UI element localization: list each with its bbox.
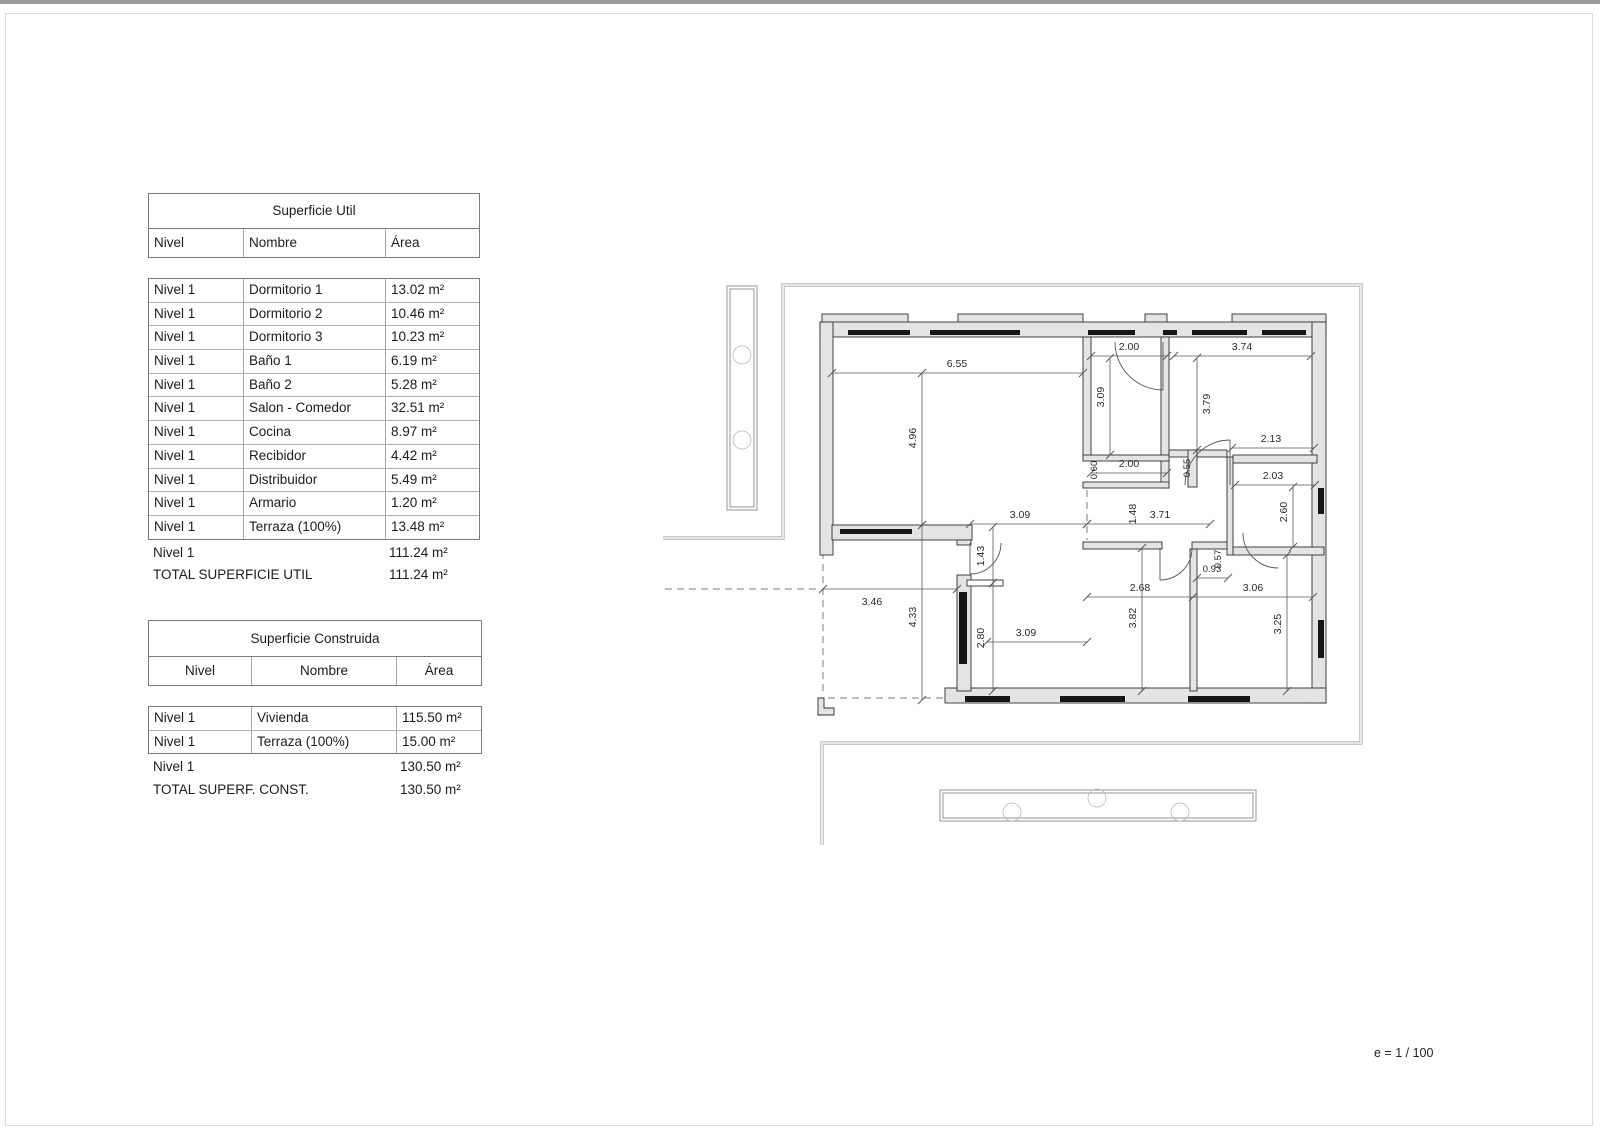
summary-cell: 130.50 m²: [400, 781, 461, 797]
table-cell: Distribuidor: [243, 469, 385, 492]
floor-plan-svg: [640, 250, 1380, 870]
dimension-label: 2.03: [1262, 470, 1284, 482]
table-cell: 5.28 m²: [385, 374, 479, 397]
table-cell: Dormitorio 3: [243, 326, 385, 349]
summary-row: [148, 542, 480, 565]
table-row: [149, 707, 481, 731]
planter-bottom: [940, 790, 1256, 821]
dimension-lines: [819, 341, 1319, 704]
summary-cell: TOTAL SUPERFICIE UTIL: [153, 567, 313, 583]
dimension-label: 0.93: [1202, 564, 1222, 575]
table-cell: 1.20 m²: [385, 492, 479, 515]
table-cell: Nivel 1: [154, 471, 196, 487]
table-cell: Nivel 1: [154, 518, 196, 534]
dimension-label: 3.25: [1272, 613, 1284, 635]
table-row: [149, 397, 479, 421]
dimension-label: 2.13: [1260, 433, 1282, 445]
dimension-label: 3.09: [1095, 386, 1107, 408]
planter-left: [727, 286, 757, 510]
table-cell: Dormitorio 1: [243, 279, 385, 302]
table-cell: Nivel 1: [154, 282, 196, 297]
table-summary: [148, 756, 482, 801]
summary-cell: 111.24 m²: [389, 544, 448, 560]
property-boundary: [663, 285, 1361, 845]
summary-cell: [242, 564, 384, 587]
dimension-label: 6.55: [946, 358, 968, 370]
table-cell: 10.46 m²: [385, 303, 479, 326]
dimension-label: 2.60: [1278, 501, 1290, 523]
dimension-label: 1.48: [1127, 503, 1139, 525]
dimension-label: 3.09: [1009, 509, 1031, 521]
table-row: [149, 516, 479, 539]
table-row: [149, 303, 479, 327]
summary-cell: [250, 779, 395, 802]
table-summary: [148, 542, 480, 587]
dimension-label: 0.57: [1213, 549, 1224, 569]
table-head: [148, 193, 480, 258]
terrace-dashed-lines: [665, 490, 1087, 698]
table-row: [149, 279, 479, 303]
table-cell: 5.49 m²: [385, 469, 479, 492]
window-top-bar: [0, 0, 1600, 4]
windows: [840, 330, 1324, 702]
dimension-label: 3.79: [1201, 393, 1213, 415]
table-cell: 13.48 m²: [385, 516, 479, 539]
summary-cell: TOTAL SUPERF. CONST.: [153, 781, 309, 797]
dimension-label: 3.09: [1015, 627, 1037, 639]
table-cell: Armario: [243, 492, 385, 515]
table-head: [148, 620, 482, 686]
column-header: Nombre: [251, 657, 396, 685]
table-cell: 8.97 m²: [385, 421, 479, 444]
summary-cell: Nivel 1: [153, 544, 195, 560]
table-row: [149, 469, 479, 493]
table-cell: Nivel 1: [154, 447, 196, 463]
column-header: Nivel: [154, 235, 185, 250]
table-cell: 10.23 m²: [385, 326, 479, 349]
table-cell: Cocina: [243, 421, 385, 444]
table-title: Superficie Construida: [149, 621, 481, 657]
bush: [733, 346, 751, 364]
dimension-label: 0.55: [1182, 458, 1193, 478]
table-row: [149, 731, 481, 754]
table-body: [148, 278, 480, 540]
scale-note: e = 1 / 100: [1374, 1046, 1434, 1060]
dimension-label: 4.33: [907, 606, 919, 628]
dimension-label: 2.68: [1129, 582, 1151, 594]
table-cell: 32.51 m²: [385, 397, 479, 420]
column-header: Área: [396, 657, 481, 685]
superficie-construida-table: [148, 620, 482, 801]
dimension-label: 2.80: [975, 627, 987, 649]
table-cell: Nivel 1: [154, 400, 196, 416]
summary-cell: [242, 542, 384, 565]
table-title: Superficie Util: [149, 194, 479, 229]
table-row: [149, 445, 479, 469]
table-cell: Nivel 1: [154, 376, 196, 392]
table-cell: Nivel 1: [154, 495, 196, 511]
dimension-label: 2.00: [1118, 341, 1140, 353]
summary-row: [148, 779, 482, 802]
table-cell: 115.50 m²: [396, 707, 481, 730]
column-header: Nivel: [184, 663, 215, 678]
bush: [1088, 789, 1106, 807]
dimension-label: 2.00: [1118, 458, 1140, 470]
superficie-util-table: [148, 193, 480, 587]
summary-cell: 130.50 m²: [400, 759, 461, 775]
column-header: Nombre: [243, 229, 385, 257]
dimension-label: 3.82: [1127, 607, 1139, 629]
table-cell: Terraza (100%): [243, 516, 385, 539]
dimension-label: 4.96: [907, 427, 919, 449]
table-cell: Nivel 1: [154, 353, 196, 369]
table-cell: Nivel 1: [154, 733, 196, 749]
terrace-corner-stub: [818, 698, 834, 715]
table-row: [149, 492, 479, 516]
table-cell: 6.19 m²: [385, 350, 479, 373]
summary-cell: Nivel 1: [153, 759, 195, 775]
entrance-step: [967, 580, 1003, 586]
table-cell: Nivel 1: [154, 305, 196, 321]
table-cell: Nivel 1: [154, 710, 196, 725]
bush: [733, 431, 751, 449]
dimension-label: 0.60: [1089, 460, 1100, 480]
summary-cell: [250, 756, 395, 779]
table-cell: Baño 1: [243, 350, 385, 373]
table-cell: Recibidor: [243, 445, 385, 468]
table-cell: Nivel 1: [154, 424, 196, 440]
exterior-walls: [820, 314, 1326, 703]
dimension-label: 1.43: [975, 545, 987, 567]
summary-row: [148, 756, 482, 779]
table-cell: Vivienda: [251, 707, 396, 730]
table-cell: 4.42 m²: [385, 445, 479, 468]
dimension-label: 3.74: [1231, 341, 1253, 353]
table-row: [149, 374, 479, 398]
table-cell: Nivel 1: [154, 329, 196, 345]
dimension-label: 3.06: [1242, 582, 1264, 594]
table-cell: 13.02 m²: [385, 279, 479, 302]
table-cell: Salon - Comedor: [243, 397, 385, 420]
table-cell: Baño 2: [243, 374, 385, 397]
table-header-row: [149, 657, 481, 685]
dimension-label: 3.71: [1149, 509, 1171, 521]
table-row: [149, 350, 479, 374]
table-row: [149, 421, 479, 445]
dimension-label: 3.46: [861, 596, 883, 608]
table-body: [148, 706, 482, 754]
table-cell: 15.00 m²: [396, 731, 481, 754]
table-cell: Terraza (100%): [251, 731, 396, 754]
table-header-row: [149, 229, 479, 257]
summary-row: [148, 564, 480, 587]
summary-cell: 111.24 m²: [389, 567, 448, 583]
table-cell: Dormitorio 2: [243, 303, 385, 326]
column-header: Área: [385, 229, 479, 257]
table-row: [149, 326, 479, 350]
